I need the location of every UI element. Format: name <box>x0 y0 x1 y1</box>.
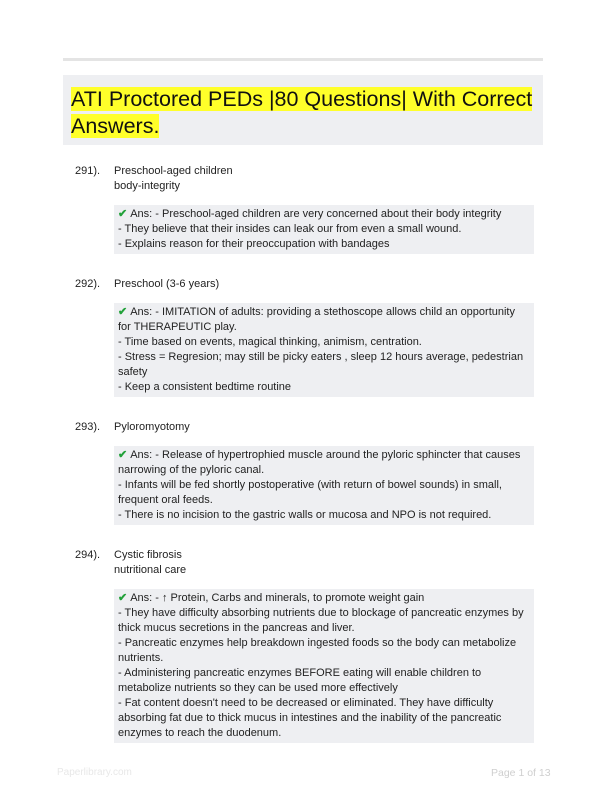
question-number: 293). <box>75 421 101 433</box>
title-highlight: ATI Proctored PEDs |80 Questions| With Correct Answers. <box>71 87 533 138</box>
question-text <box>114 277 606 292</box>
answer-line: ✔ Ans: - Release of hypertrophied muscle around the pyloric sphincter that causes narrowing of the pyloric canal. <box>118 449 521 476</box>
question-line: nutritional care <box>114 564 187 576</box>
question-text <box>114 548 606 578</box>
question-line: Preschool (3-6 years) <box>114 278 220 290</box>
answer-line: - Fat content doesn't need to be decreased or eliminated. They have difficulty absorbing fat due to thick mucus in intestines and the inability of the pancreatic enzymes to reach the duodenum. <box>118 697 502 739</box>
answer-line: ✔ Ans: - IMITATION of adults: providing a stethoscope allows child an opportunity for THERAPEUTIC play. <box>118 306 515 333</box>
answer-line: ✔ Ans: - ↑ Protein, Carbs and minerals, to promote weight gain <box>118 592 425 604</box>
answer-box <box>114 205 534 254</box>
answer-box <box>114 303 534 397</box>
answer-line: - There is no incision to the gastric walls or mucosa and NPO is not required. <box>118 509 492 521</box>
question-number: 291). <box>75 165 101 177</box>
checkmark-icon: ✔ <box>118 449 128 461</box>
question-list <box>0 164 606 766</box>
answer-box <box>114 446 534 525</box>
answer-line: - Explains reason for their preoccupation with bandages <box>118 238 390 250</box>
question-line: Pyloromyotomy <box>114 421 190 433</box>
question-line: Cystic fibrosis <box>114 549 182 561</box>
top-divider <box>63 58 543 61</box>
answer-line: - Administering pancreatic enzymes BEFORE eating will enable children to metabolize nutrients so they can be used more effectively <box>118 667 482 694</box>
question-292 <box>0 277 606 397</box>
question-294 <box>0 548 606 743</box>
document-title <box>71 86 535 140</box>
checkmark-icon: ✔ <box>118 306 128 318</box>
answer-line: - Infants will be fed shortly postoperative (with return of bowel sounds) in small, frequent oral feeds. <box>118 479 502 506</box>
answer-line: - Keep a consistent bedtime routine <box>118 381 292 393</box>
question-number: 294). <box>75 549 101 561</box>
question-293 <box>0 420 606 525</box>
answer-line: - Time based on events, magical thinking, animism, centration. <box>118 336 422 348</box>
question-line: Preschool-aged children <box>114 165 233 177</box>
question-text <box>114 164 606 194</box>
answer-box <box>114 589 534 743</box>
checkmark-icon: ✔ <box>118 208 128 220</box>
answer-line: - Stress = Regresion; may still be picky eaters , sleep 12 hours average, pedestrian safety <box>118 351 524 378</box>
page-number: Page 1 of 13 <box>491 767 551 779</box>
checkmark-icon: ✔ <box>118 592 128 604</box>
question-line: body-integrity <box>114 180 181 192</box>
answer-line: ✔ Ans: - Preschool-aged children are very concerned about their body integrity <box>118 208 502 220</box>
question-number: 292). <box>75 278 101 290</box>
answer-line: - They have difficulty absorbing nutrients due to blockage of pancreatic enzymes by thick mucus secretions in the pancreas and liver. <box>118 607 524 634</box>
question-291 <box>0 164 606 254</box>
title-banner <box>63 75 543 145</box>
question-text <box>114 420 606 435</box>
answer-line: - They believe that their insides can leak our from even a small wound. <box>118 223 462 235</box>
answer-line: - Pancreatic enzymes help breakdown ingested foods so the body can metabolize nutrients. <box>118 637 517 664</box>
footer-watermark: Paperlibrary.com <box>57 767 132 778</box>
